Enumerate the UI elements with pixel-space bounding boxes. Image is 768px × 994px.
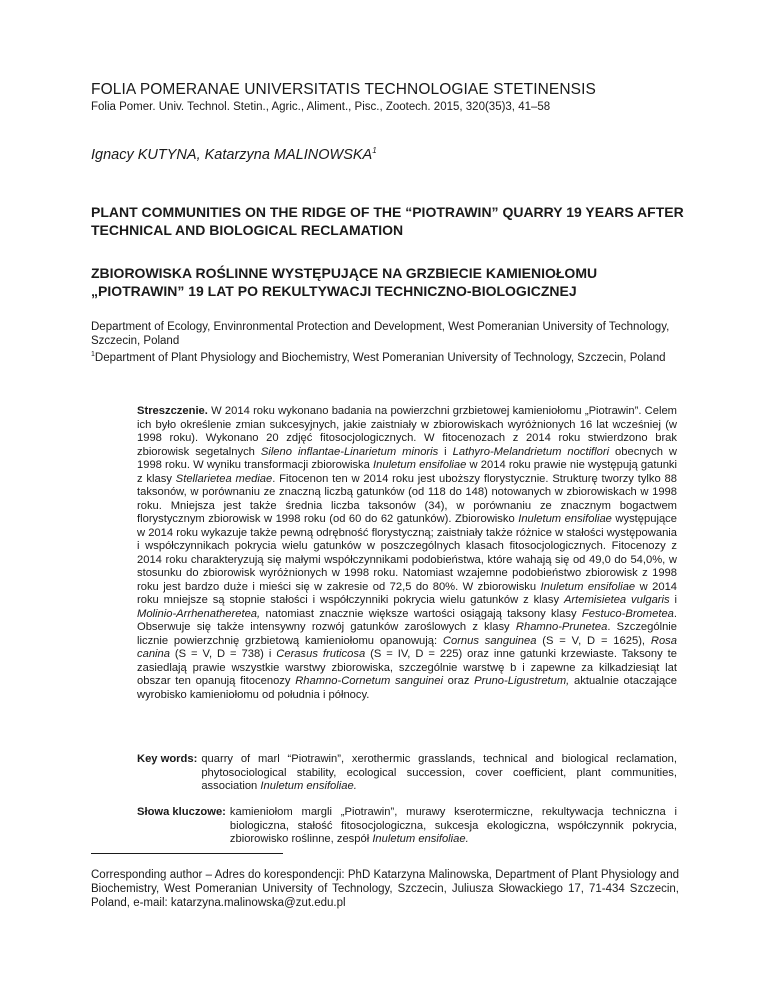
keywords-english-label: Key words: <box>137 753 198 765</box>
title-english: PLANT COMMUNITIES ON THE RIDGE OF THE “PIOTRAWIN” QUARRY 19 YEARS AFTER TECHNICAL AND BIOLOGICAL RECLAMATION <box>91 204 684 238</box>
abstract-taxon: Rosa canina <box>137 634 677 660</box>
abstract-taxon: Inuletum ensifoliae <box>540 580 636 593</box>
abstract-taxon: Stellarietea mediae <box>175 472 273 485</box>
keywords-polish <box>137 806 677 847</box>
abstract-taxon: Inuletum ensifoliae <box>518 513 612 525</box>
abstract-text: (S = V, D = 738) i <box>169 648 277 660</box>
abstract-text: w 2014 roku mniejsze są stopnie stałości i współczynniki pokrycia wielu gatunków z klasy <box>137 580 678 606</box>
abstract-text: . Fitocenon ten w 2014 roku jest uboższy florystycznie. Strukturę tworzy tylko 88 taksonów, w porównaniu ze znaczną liczbą gatunków (od 118 do 148) notowanych w zbiorowiskach w 1998 roku. Mniejsza jest także średnia liczba taksonów (34), w porównaniu ze znacznym bogactwem florystycznym zbiorowisk w 1998 roku (od 60 do 62 gatunków). Zbiorowisko <box>137 472 677 525</box>
abstract-text: . Szczególnie licznie powierzchnię grzbietową kamieniołomu opanowują: <box>137 621 678 647</box>
abstract-taxon: Festuco-Brometea <box>581 607 674 620</box>
abstract-text: i <box>438 445 453 458</box>
affiliations <box>91 321 691 365</box>
abstract-text: obecnych w 1998 roku. W wyniku transformacji zbiorowiska <box>137 445 677 471</box>
affiliation-second-row <box>91 348 691 365</box>
abstract-taxon: Pruno-Ligustretum, <box>474 675 570 687</box>
keywords-polish-row <box>137 806 677 847</box>
abstract-taxon: Lathyro-Melandrietum noctiflori <box>452 445 610 458</box>
abstract <box>137 405 677 702</box>
keywords-english-row <box>137 753 677 794</box>
footnote-divider <box>91 853 283 854</box>
keywords-polish-list: kamieniołom margli „Piotrawin”, murawy kserotermiczne, rekultywacja techniczna i biologiczna, stałość fitosocjologiczna, sukcesja ekologiczna, współczynnik pokrycia, zbiorowisko roślinne, zespół <box>229 806 677 845</box>
abstract-label: Streszczenie. <box>137 405 208 417</box>
abstract-text: i <box>669 594 677 606</box>
abstract-text: (S = IV, D = 225) oraz inne gatunki krzewiaste. Taksony te zasiedlają prawie wszystkie warstwy zbiorowiska, szczególnie warstwę b i zapewne za kilkadziesiąt lat obszar ten opanują fitocenozy <box>137 648 677 687</box>
author-list <box>91 146 377 163</box>
keywords-polish-taxon: Inuletum ensifoliae. <box>372 833 469 845</box>
abstract-text: natomiast znacznie większe wartości osiągają taksony klasy <box>260 607 582 620</box>
affiliation-second-mark: 1 <box>91 351 95 358</box>
affiliation-first: Department of Ecology, Envinronmental Protection and Development, West Pomeranian University of Technology, Szczecin, Poland <box>91 321 670 347</box>
abstract-text: oraz <box>442 675 475 687</box>
author-names: Ignacy KUTYNA, Katarzyna MALINOWSKA <box>91 146 373 163</box>
title-polish: ZBIOROWISKA ROŚLINNE WYSTĘPUJĄCE NA GRZBIECIE KAMIENIOŁOMU „PIOTRAWIN” 19 LAT PO REKULTYWACJI TECHNICZNO-BIOLOGICZNEJ <box>91 265 598 299</box>
abstract-text: aktualnie otaczające wyrobisko kamieniołomu od południa i północy. <box>137 675 677 701</box>
keywords-english <box>137 753 677 794</box>
keywords-english-list: quarry of marl “Piotrawin”, xerothermic grasslands, technical and biological reclamation, phytosociological stability, ecological succession, cover coefficient, plant communities, association <box>201 753 677 792</box>
correspondence-footnote: Corresponding author – Adres do korespondencji: PhD Katarzyna Malinowska, Department of Plant Physiology and Biochemistry, West Pomeranian University of Technology, Szczecin, Juliusza Słowackiego 17, 71-434 Szczecin, Poland, e-mail: katarzyna.malinowska@zut.edu.pl <box>91 869 679 909</box>
abstract-taxon: Molinio-Arrhenatheretea, <box>137 607 261 620</box>
abstract-taxon: Rhamno-Prunetea <box>515 621 608 633</box>
keywords-english-taxon: Inuletum ensifoliae. <box>260 780 357 792</box>
author-affiliation-mark: 1 <box>372 146 377 155</box>
journal-name: FOLIA POMERANAE UNIVERSITATIS TECHNOLOGIAE STETINENSIS <box>91 81 596 98</box>
abstract-taxon: Rhamno-Cornetum sanguinei <box>295 675 443 687</box>
abstract-text: W 2014 roku wykonano badania na powierzchni grzbietowej kamieniołomu „Piotrawin”. Celem ich było określenie zmian sukcesyjnych, jakie zaistniały w zbiorowiskach wyróżnionych 16 lat wcześniej (w 1998 roku). Wykonano 20 zdjęć fitosocjologicznych. W fitocenozach z 2014 roku stwierdzono brak zbiorowisk segetalnych <box>137 405 677 458</box>
abstract-taxon: Cornus sanguinea <box>442 634 537 647</box>
journal-citation: Folia Pomer. Univ. Technol. Stetin., Agric., Aliment., Pisc., Zootech. 2015, 320(35)3, 41–58 <box>91 101 551 113</box>
abstract-taxon: Inuletum ensifoliae <box>373 459 467 471</box>
affiliation-second: Department of Plant Physiology and Biochemistry, West Pomeranian University of Technology, Szczecin, Poland <box>94 351 666 364</box>
keywords-polish-label: Słowa kluczowe: <box>137 806 226 818</box>
abstract-taxon: Cerasus fruticosa <box>276 648 366 660</box>
abstract-text: występujące w 2014 roku wykazuje także pewną odrębność florystyczną; zaistniały także różnice w stałości występowania i współczynnikach pokrycia wielu gatunków w poszczególnych klasach fitosocjologicznych. Fitocenozy z 2014 roku charakteryzują się małymi współczynnikami podobieństwa, które wahają się od 49,0 do 54,0%, w stosunku do zbiorowisk wyróżnionych w 1998 roku. Natomiast wzajemne podobieństwo zbiorowisk z 1998 roku jest bardzo duże i mieści się w zakresie od 72,5 do 80%. W zbiorowisku <box>137 513 677 593</box>
abstract-text: (S = V, D = 1625), <box>536 634 651 647</box>
abstract-taxon: Artemisietea vulgaris <box>563 594 670 606</box>
keywords-polish-text <box>230 806 677 847</box>
abstract-taxon: Sileno inflantae-Linarietum minoris <box>260 445 439 458</box>
keywords-english-text <box>201 753 677 794</box>
abstract-text: . Obserwuje się także intensywny rozwój gatunków zaroślowych z klasy <box>137 607 677 633</box>
abstract-text: w 2014 roku prawie nie występują gatunki z klasy <box>137 459 677 485</box>
